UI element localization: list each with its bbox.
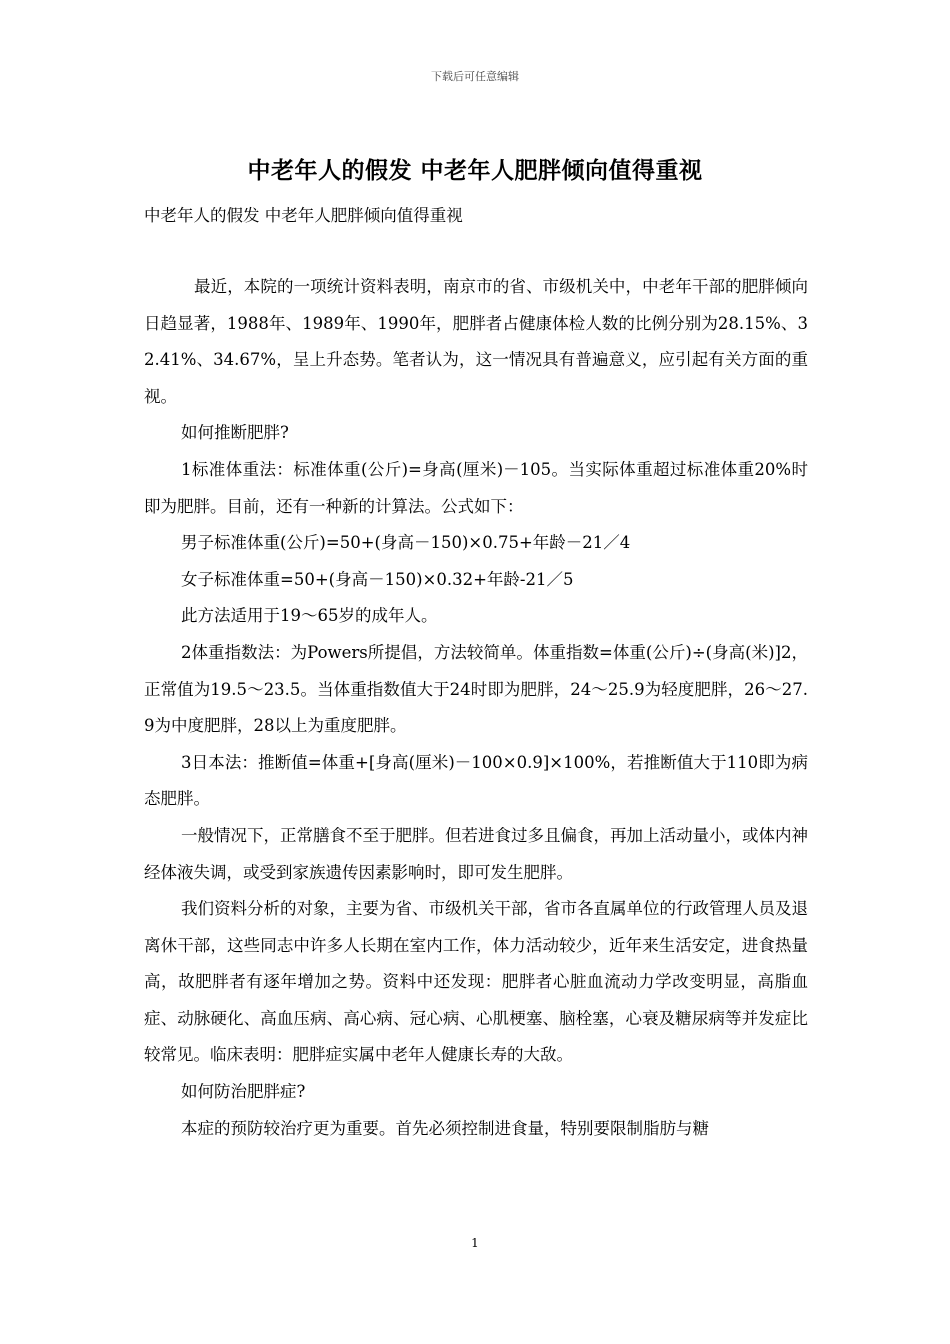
formula-male: 男子标准体重(公斤)=50+(身高－150)×0.75+年龄－21／4	[181, 533, 631, 553]
paragraph-bmi: 2体重指数法：为Powers所提倡，方法较简单。体重指数=体重(公斤)÷(身高(米)]2，正常值为19.5～23.5。当体重指数值大于24时即为肥胖，24～25.9为轻度肥胖，26～27.9为中度肥胖，28以上为重度肥胖。	[144, 642, 808, 736]
document-subtitle: 中老年人的假发 中老年人肥胖倾向值得重视	[144, 206, 463, 225]
document-body	[144, 269, 808, 1147]
paragraph-intro: 最近，本院的一项统计资料表明，南京市的省、市级机关中，中老年干部的肥胖倾向日趋显著，1988年、1989年、1990年，肥胖者占健康体检人数的比例分别为28.15%、32.41%、34.67%，呈上升态势。笔者认为，这一情况具有普遍意义，应引起有关方面的重视。	[144, 277, 808, 406]
paragraph-japan-method: 3日本法：推断值=体重+[身高(厘米)－100×0.9]×100%，若推断值大于110即为病态肥胖。	[144, 752, 808, 809]
formula-female: 女子标准体重=50+(身高－150)×0.32+年龄-21／5	[181, 569, 574, 589]
page-number: 1	[471, 1236, 479, 1250]
paragraph-age-range: 此方法适用于19～65岁的成年人。	[181, 606, 438, 626]
section-heading-prevention: 如何防治肥胖症?	[181, 1082, 306, 1102]
paragraph-prevention: 本症的预防较治疗更为重要。首先必须控制进食量，特别要限制脂肪与糖	[181, 1118, 709, 1138]
paragraph-standard-weight: 1标准体重法：标准体重(公斤)=身高(厘米)－105。当实际体重超过标准体重20%时即为肥胖。目前，还有一种新的计算法。公式如下：	[144, 459, 808, 516]
section-heading-diagnosis: 如何推断肥胖?	[181, 423, 289, 443]
paragraph-analysis: 我们资料分析的对象，主要为省、市级机关干部，省市各直属单位的行政管理人员及退离休干部，这些同志中许多人长期在室内工作，体力活动较少，近年来生活安定，进食热量高，故肥胖者有逐年增加之势。资料中还发现：肥胖者心脏血流动力学改变明显，高脂血症、动脉硬化、高血压病、高心病、冠心病、心肌梗塞、脑栓塞，心衰及糖尿病等并发症比较常见。临床表明：肥胖症实属中老年人健康长寿的大敌。	[144, 899, 808, 1065]
page-header: 下载后可任意编辑	[431, 70, 519, 83]
document-title: 中老年人的假发 中老年人肥胖倾向值得重视	[247, 157, 703, 184]
paragraph-causes: 一般情况下，正常膳食不至于肥胖。但若进食过多且偏食，再加上活动量小，或体内神经体液失调，或受到家族遗传因素影响时，即可发生肥胖。	[144, 825, 808, 882]
